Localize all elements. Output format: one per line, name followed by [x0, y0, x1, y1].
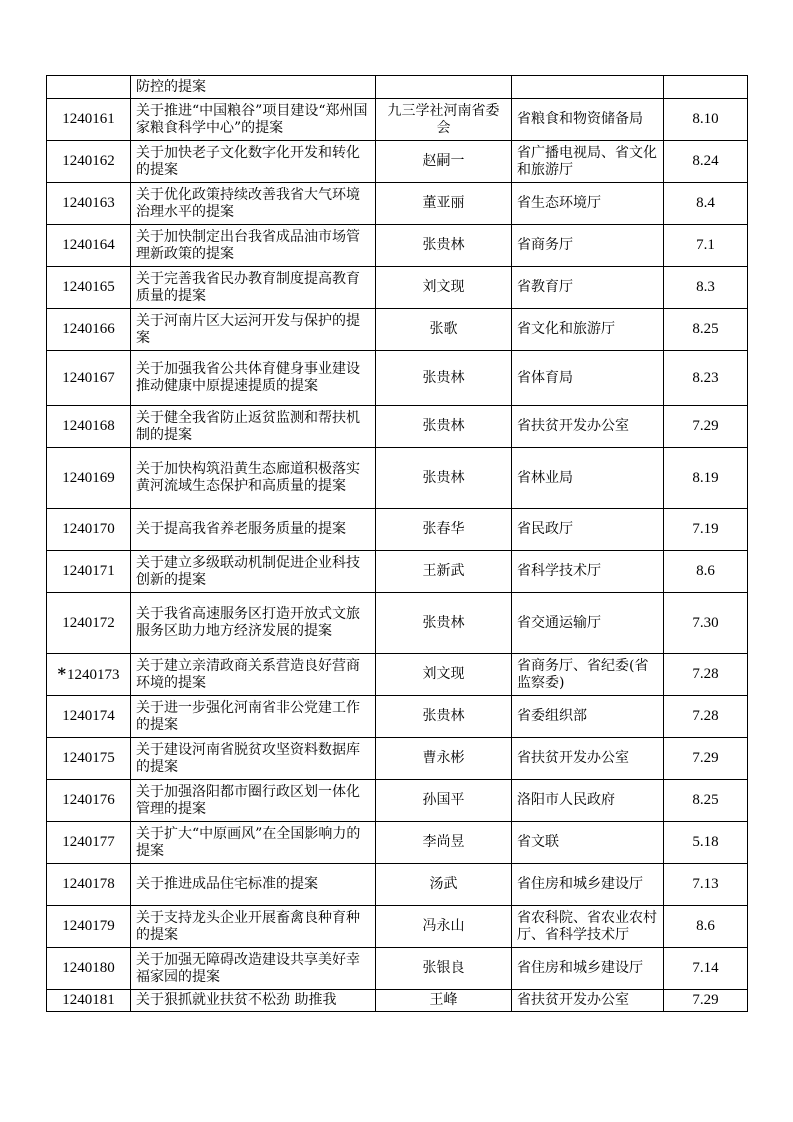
date-cell: 7.28	[664, 654, 748, 696]
handling-unit-cell: 省住房和城乡建设厅	[512, 864, 664, 906]
proposal-title-cell: 关于加快老子文化数字化开发和转化的提案	[131, 141, 376, 183]
date-cell: 8.23	[664, 351, 748, 406]
proposal-title-cell: 防控的提案	[131, 76, 376, 99]
proposer-cell: 汤武	[376, 864, 512, 906]
proposer-cell: 王新武	[376, 551, 512, 593]
proposer-cell: 王峰	[376, 990, 512, 1012]
proposal-number: 1240168	[62, 418, 115, 434]
proposal-number: 1240161	[62, 111, 115, 127]
proposal-number-cell	[47, 780, 131, 822]
proposal-table-body	[47, 76, 748, 1012]
table-row	[47, 406, 748, 448]
proposal-title-cell: 关于完善我省民办教育制度提高教育质量的提案	[131, 267, 376, 309]
proposal-number-cell	[47, 509, 131, 551]
proposer-cell: 张贵林	[376, 696, 512, 738]
table-row	[47, 225, 748, 267]
handling-unit-cell: 洛阳市人民政府	[512, 780, 664, 822]
proposer-cell: 张贵林	[376, 448, 512, 509]
proposal-title-cell: 关于加强无障碍改造建设共享美好幸福家园的提案	[131, 948, 376, 990]
proposal-title-cell: 关于建设河南省脱贫攻坚资料数据库的提案	[131, 738, 376, 780]
proposal-number: 1240166	[62, 321, 115, 337]
proposal-title-cell: 关于建立亲清政商关系营造良好营商环境的提案	[131, 654, 376, 696]
proposal-number: 1240163	[62, 195, 115, 211]
proposal-number-cell	[47, 654, 131, 696]
date-cell	[664, 76, 748, 99]
proposer-cell: 孙国平	[376, 780, 512, 822]
proposer-cell: 冯永山	[376, 906, 512, 948]
proposal-number-cell	[47, 141, 131, 183]
proposal-number-cell	[47, 448, 131, 509]
proposal-number-cell	[47, 738, 131, 780]
date-cell: 7.29	[664, 406, 748, 448]
date-cell: 7.14	[664, 948, 748, 990]
proposal-number-cell	[47, 864, 131, 906]
proposal-number-cell	[47, 99, 131, 141]
proposal-title-cell: 关于优化政策持续改善我省大气环境治理水平的提案	[131, 183, 376, 225]
proposal-title-cell: 关于加强洛阳都市圈行政区划一体化管理的提案	[131, 780, 376, 822]
proposal-title-cell: 关于我省高速服务区打造开放式文旅服务区助力地方经济发展的提案	[131, 593, 376, 654]
table-row	[47, 906, 748, 948]
proposal-number-cell	[47, 183, 131, 225]
proposer-cell: 曹永彬	[376, 738, 512, 780]
proposal-number-cell	[47, 351, 131, 406]
table-row	[47, 309, 748, 351]
date-cell: 8.19	[664, 448, 748, 509]
proposer-cell: 刘文现	[376, 267, 512, 309]
date-cell: 7.19	[664, 509, 748, 551]
proposer-cell: 刘文现	[376, 654, 512, 696]
table-row	[47, 738, 748, 780]
handling-unit-cell: 省林业局	[512, 448, 664, 509]
proposer-cell: 赵嗣一	[376, 141, 512, 183]
proposal-number: 1240162	[62, 153, 115, 169]
proposer-cell: 张银良	[376, 948, 512, 990]
table-row	[47, 696, 748, 738]
proposer-cell: 九三学社河南省委会	[376, 99, 512, 141]
proposal-number-cell	[47, 551, 131, 593]
proposal-number: 1240181	[62, 992, 115, 1008]
handling-unit-cell: 省文联	[512, 822, 664, 864]
proposal-title-cell: 关于加强我省公共体育健身事业建设推动健康中原提速提质的提案	[131, 351, 376, 406]
proposal-title-cell: 关于推进成品住宅标准的提案	[131, 864, 376, 906]
proposal-title-cell: 关于进一步强化河南省非公党建工作的提案	[131, 696, 376, 738]
proposal-title-cell: 关于加快构筑沿黄生态廊道积极落实黄河流域生态保护和高质量的提案	[131, 448, 376, 509]
handling-unit-cell: 省扶贫开发办公室	[512, 406, 664, 448]
date-cell: 5.18	[664, 822, 748, 864]
proposal-number: 1240164	[62, 237, 115, 253]
table-row	[47, 780, 748, 822]
proposal-number-cell	[47, 948, 131, 990]
table-row	[47, 822, 748, 864]
proposal-title-cell: 关于提高我省养老服务质量的提案	[131, 509, 376, 551]
table-row	[47, 183, 748, 225]
handling-unit-cell: 省扶贫开发办公室	[512, 738, 664, 780]
proposer-cell: 张歌	[376, 309, 512, 351]
proposer-cell: 张贵林	[376, 225, 512, 267]
proposer-cell: 张贵林	[376, 593, 512, 654]
proposal-number: 1240172	[62, 614, 115, 631]
table-row	[47, 948, 748, 990]
handling-unit-cell: 省住房和城乡建设厅	[512, 948, 664, 990]
date-cell: 8.25	[664, 309, 748, 351]
proposal-number: 1240170	[62, 521, 115, 537]
proposal-number: 1240176	[62, 792, 115, 808]
date-cell: 7.30	[664, 593, 748, 654]
proposer-cell: 张贵林	[376, 406, 512, 448]
proposal-number-cell	[47, 309, 131, 351]
handling-unit-cell: 省民政厅	[512, 509, 664, 551]
table-row	[47, 990, 748, 1012]
handling-unit-cell: 省广播电视局、省文化和旅游厅	[512, 141, 664, 183]
proposal-number: 1240179	[62, 918, 115, 934]
handling-unit-cell: 省教育厅	[512, 267, 664, 309]
table-row	[47, 593, 748, 654]
proposal-number-cell	[47, 906, 131, 948]
handling-unit-cell: 省体育局	[512, 351, 664, 406]
proposal-number: 1240175	[62, 750, 115, 766]
proposer-cell	[376, 76, 512, 99]
handling-unit-cell	[512, 76, 664, 99]
proposer-cell: 张贵林	[376, 351, 512, 406]
table-row	[47, 141, 748, 183]
handling-unit-cell: 省农科院、省农业农村厅、省科学技术厅	[512, 906, 664, 948]
date-cell: 7.1	[664, 225, 748, 267]
table-row	[47, 99, 748, 141]
proposal-number: 1240173	[66, 667, 120, 683]
proposal-number-cell	[47, 593, 131, 654]
proposal-number-cell	[47, 990, 131, 1012]
proposer-cell: 董亚丽	[376, 183, 512, 225]
table-row	[47, 864, 748, 906]
proposal-number-cell	[47, 696, 131, 738]
proposal-number-cell	[47, 225, 131, 267]
proposal-title-cell: 关于狠抓就业扶贫不松劲 助推我	[131, 990, 376, 1012]
date-cell: 8.4	[664, 183, 748, 225]
handling-unit-cell: 省委组织部	[512, 696, 664, 738]
handling-unit-cell: 省粮食和物资储备局	[512, 99, 664, 141]
table-row	[47, 76, 748, 99]
table-row	[47, 509, 748, 551]
table-row	[47, 654, 748, 696]
proposal-number: 1240178	[62, 876, 115, 892]
proposal-number: 1240167	[62, 369, 115, 386]
date-cell: 7.13	[664, 864, 748, 906]
proposal-title-cell: 关于加快制定出台我省成品油市场管理新政策的提案	[131, 225, 376, 267]
proposal-number: 1240165	[62, 279, 115, 295]
handling-unit-cell: 省交通运输厅	[512, 593, 664, 654]
proposal-number-cell	[47, 406, 131, 448]
date-cell: 8.6	[664, 906, 748, 948]
handling-unit-cell: 省文化和旅游厅	[512, 309, 664, 351]
proposal-title-cell: 关于建立多级联动机制促进企业科技创新的提案	[131, 551, 376, 593]
handling-unit-cell: 省扶贫开发办公室	[512, 990, 664, 1012]
date-cell: 7.29	[664, 738, 748, 780]
proposal-title-cell: 关于健全我省防止返贫监测和帮扶机制的提案	[131, 406, 376, 448]
handling-unit-cell: 省商务厅、省纪委(省监察委)	[512, 654, 664, 696]
date-cell: 7.29	[664, 990, 748, 1012]
date-cell: 8.6	[664, 551, 748, 593]
table-row	[47, 551, 748, 593]
proposal-title-cell: 关于扩大“中原画风”在全国影响力的提案	[131, 822, 376, 864]
table-row	[47, 267, 748, 309]
date-cell: 7.28	[664, 696, 748, 738]
proposal-number: 1240177	[62, 834, 115, 850]
table-row	[47, 351, 748, 406]
table-row	[47, 448, 748, 509]
proposal-table	[46, 75, 748, 1012]
handling-unit-cell: 省科学技术厅	[512, 551, 664, 593]
proposal-number: 1240171	[62, 563, 115, 579]
key-proposal-mark: *	[57, 664, 66, 683]
proposal-number-cell	[47, 822, 131, 864]
proposal-number-cell	[47, 267, 131, 309]
proposer-cell: 张春华	[376, 509, 512, 551]
proposal-number: 1240169	[62, 469, 115, 486]
proposal-number: 1240174	[62, 708, 115, 724]
proposal-number: 1240180	[62, 960, 115, 976]
proposer-cell: 李尚昱	[376, 822, 512, 864]
proposal-title-cell: 关于推进“中国粮谷”项目建设“郑州国家粮食科学中心”的提案	[131, 99, 376, 141]
proposal-title-cell: 关于河南片区大运河开发与保护的提案	[131, 309, 376, 351]
proposal-number-cell	[47, 76, 131, 99]
handling-unit-cell: 省生态环境厅	[512, 183, 664, 225]
handling-unit-cell: 省商务厅	[512, 225, 664, 267]
date-cell: 8.10	[664, 99, 748, 141]
date-cell: 8.3	[664, 267, 748, 309]
date-cell: 8.25	[664, 780, 748, 822]
date-cell: 8.24	[664, 141, 748, 183]
proposal-title-cell: 关于支持龙头企业开展畜禽良种育种的提案	[131, 906, 376, 948]
